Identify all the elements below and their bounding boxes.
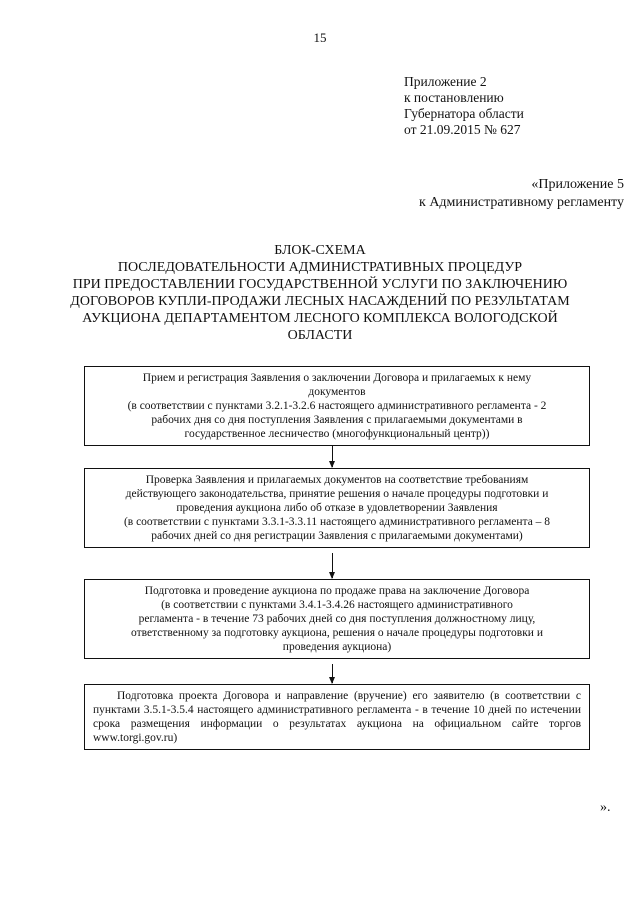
step-text: Подготовка проекта Договора и направление (вручение) его заявителю (в соответствии с пунктами 3.5.1-3.5.4 настоящего административного регламента - в течение 10 дней по истечении срока размещения информации о результатах аукциона на официальном сайте торгов www.torgi.gov.ru) <box>93 690 581 744</box>
title-line: ПОСЛЕДОВАТЕЛЬНОСТИ АДМИНИСТРАТИВНЫХ ПРОЦЕДУР <box>117 260 523 275</box>
title-line: АУКЦИОНА ДЕПАРТАМЕНТОМ ЛЕСНОГО КОМПЛЕКСА ВОЛОГОДСКОЙ <box>82 311 558 326</box>
flowchart-step-4 <box>84 684 590 750</box>
step-line: (в соответствии с пунктами 3.3.1-3.3.11 настоящего административного регламента – 8 <box>123 516 551 528</box>
appendix-line: к постановлению <box>404 90 504 105</box>
document-title <box>70 242 570 344</box>
title-line: ПРИ ПРЕДОСТАВЛЕНИИ ГОСУДАРСТВЕННОЙ УСЛУГИ ПО ЗАКЛЮЧЕНИЮ <box>72 277 568 292</box>
step-line: Прием и регистрация Заявления о заключении Договора и прилагаемых к нему <box>142 372 532 384</box>
step-line: проведения аукциона) <box>282 641 392 653</box>
flowchart-step-2 <box>84 468 590 548</box>
flow-arrow <box>332 446 333 467</box>
step-line: рабочих дня со дня поступления Заявления с прилагаемыми документами в <box>151 414 523 426</box>
title-line: ДОГОВОРОВ КУПЛИ-ПРОДАЖИ ЛЕСНЫХ НАСАЖДЕНИЙ ПО РЕЗУЛЬТАТАМ <box>70 294 570 309</box>
appendix-line: Приложение 2 <box>404 74 487 89</box>
appendix-header <box>404 74 524 138</box>
closing-quote-mark: ». <box>600 800 611 815</box>
title-line: БЛОК-СХЕМА <box>274 243 366 258</box>
step-line: (в соответствии с пунктами 3.4.1-3.4.26 настоящего административного <box>161 599 513 611</box>
regulation-appendix-line: «Приложение 5 <box>531 177 624 192</box>
flow-arrow <box>332 664 333 683</box>
step-line: государственное лесничество (многофункциональный центр)) <box>184 428 490 440</box>
regulation-appendix-line: к Административному регламенту <box>419 195 624 210</box>
step-line: ответственному за подготовку аукциона, решения о начале процедуры подготовки и <box>130 627 543 639</box>
flow-arrow <box>332 553 333 578</box>
step-line: Проверка Заявления и прилагаемых документов на соответствие требованиям <box>145 474 529 486</box>
regulation-appendix-header <box>419 176 624 212</box>
title-line: ОБЛАСТИ <box>287 328 353 343</box>
step-line: Подготовка и проведение аукциона по продаже права на заключение Договора <box>144 585 530 597</box>
step-line: рабочих дней со дня регистрации Заявления с прилагаемыми документами) <box>151 530 523 542</box>
appendix-line: Губернатора области <box>404 106 524 121</box>
flowchart-step-3 <box>84 579 590 659</box>
step-line: (в соответствии с пунктами 3.2.1-3.2.6 настоящего административного регламента - 2 <box>127 400 547 412</box>
step-line: проведения аукциона либо об отказе в удовлетворении Заявления <box>176 502 498 514</box>
page-number: 15 <box>313 30 327 45</box>
step-line: документов <box>308 386 366 398</box>
flowchart-step-1 <box>84 366 590 446</box>
step-line: действующего законодательства, принятие решения о начале процедуры подготовки и <box>125 488 549 500</box>
step-line: регламента - в течение 73 рабочих дней со дня поступления должностному лицу, <box>138 613 536 625</box>
appendix-line: от 21.09.2015 № 627 <box>404 122 521 137</box>
